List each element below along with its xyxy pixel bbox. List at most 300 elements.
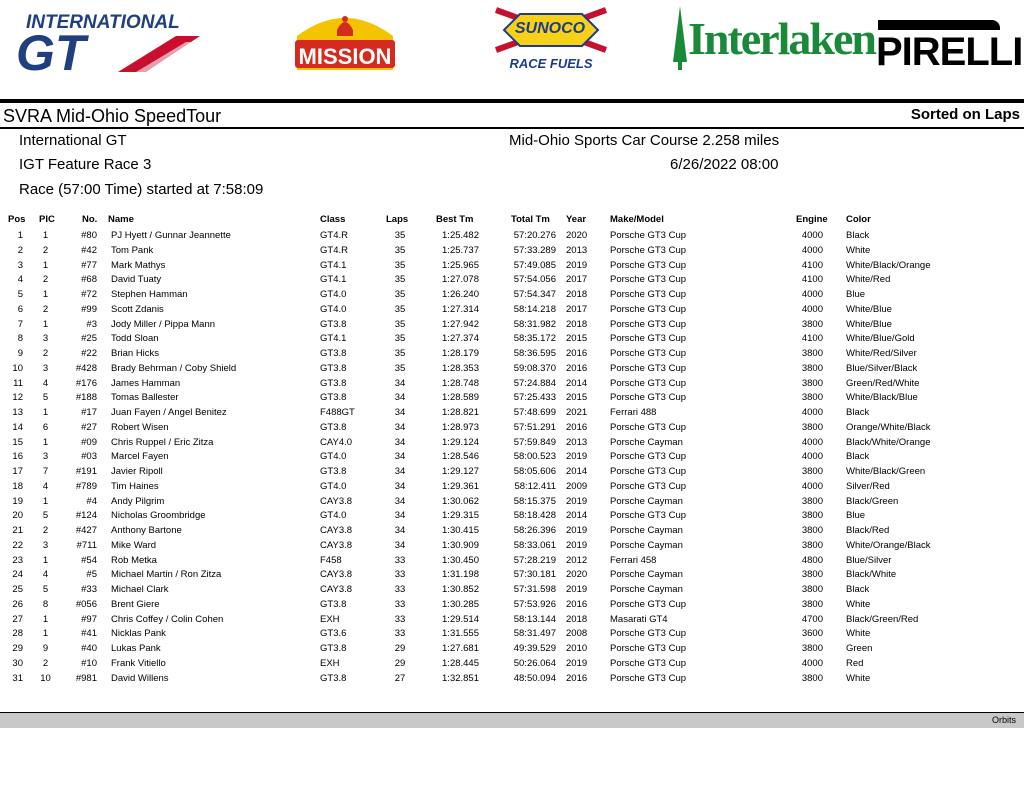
row-driver-name: Rob Metka xyxy=(111,554,157,566)
row-class: F458 xyxy=(320,554,342,566)
row-total-time: 57:25.433 xyxy=(513,392,556,404)
table-row xyxy=(0,583,1024,598)
row-position-in-class: 5 xyxy=(42,510,49,522)
row-engine: 3800 xyxy=(801,318,823,330)
row-class: GT4.1 xyxy=(320,259,347,271)
column-header-total-time: Total Tm xyxy=(511,214,550,225)
table-row xyxy=(0,318,1024,333)
row-position: 7 xyxy=(17,318,23,330)
table-row xyxy=(0,288,1024,303)
row-make-model: Porsche GT3 Cup xyxy=(610,598,687,610)
row-position-in-class: 2 xyxy=(42,274,49,286)
table-row xyxy=(0,259,1024,274)
row-engine: 4000 xyxy=(801,244,823,256)
row-engine: 4000 xyxy=(801,436,823,448)
row-position: 8 xyxy=(17,333,23,345)
column-header-year: Year xyxy=(566,214,587,225)
row-laps: 33 xyxy=(394,584,406,595)
row-total-time: 57:53.926 xyxy=(513,598,556,610)
row-position-in-class: 9 xyxy=(42,643,49,654)
row-engine: 4700 xyxy=(801,613,823,625)
row-driver-name: Michael Martin / Ron Zitza xyxy=(111,569,222,581)
table-row xyxy=(0,406,1024,421)
row-total-time: 57:51.291 xyxy=(513,421,556,433)
row-best-time: 1:30.909 xyxy=(442,539,479,551)
row-year: 2013 xyxy=(566,244,588,256)
row-car-number: #03 xyxy=(81,451,97,463)
row-total-time: 58:14.218 xyxy=(513,303,556,315)
row-driver-name: PJ Hyett / Gunnar Jeannette xyxy=(111,230,231,241)
row-position: 11 xyxy=(13,377,23,389)
row-make-model: Porsche GT3 Cup xyxy=(610,303,687,315)
row-make-model: Porsche GT3 Cup xyxy=(610,643,687,654)
row-year: 2017 xyxy=(566,303,588,315)
row-engine: 4000 xyxy=(801,289,823,300)
table-row xyxy=(0,613,1024,628)
row-laps: 33 xyxy=(394,613,406,625)
row-driver-name: Nicholas Groombridge xyxy=(111,510,206,522)
results-column-headers xyxy=(0,214,1024,228)
row-class: GT4.R xyxy=(320,244,348,256)
row-laps: 35 xyxy=(394,230,406,241)
row-position: 6 xyxy=(17,303,23,315)
row-position: 26 xyxy=(12,598,23,610)
row-driver-name: Chris Coffey / Colin Cohen xyxy=(111,613,224,625)
row-position: 9 xyxy=(17,348,23,359)
table-row xyxy=(0,229,1024,244)
row-total-time: 57:54.347 xyxy=(513,289,556,300)
row-driver-name: David Tuaty xyxy=(111,274,162,286)
row-make-model: Porsche GT3 Cup xyxy=(610,480,687,492)
row-car-number: #77 xyxy=(81,259,97,271)
table-row xyxy=(0,568,1024,583)
table-row xyxy=(0,377,1024,392)
row-driver-name: Anthony Bartone xyxy=(111,525,182,536)
row-position-in-class: 3 xyxy=(42,362,49,374)
column-header-engine: Engine xyxy=(796,214,828,225)
row-color: Black/Green xyxy=(846,495,899,507)
row-engine: 3800 xyxy=(801,392,823,404)
row-engine: 3800 xyxy=(801,525,823,536)
row-best-time: 1:28.821 xyxy=(442,407,479,418)
pirelli-logo-text: PIRELLI xyxy=(876,30,1023,74)
row-year: 2020 xyxy=(566,230,588,241)
row-car-number: #27 xyxy=(81,421,97,433)
row-engine: 3800 xyxy=(801,348,823,359)
row-engine: 3800 xyxy=(801,362,823,374)
row-color: Black xyxy=(846,584,870,595)
table-row xyxy=(0,672,1024,687)
table-row xyxy=(0,657,1024,672)
row-engine: 4000 xyxy=(801,480,823,492)
row-class: CAY4.0 xyxy=(320,436,353,448)
row-position: 20 xyxy=(12,510,23,522)
sunoco-logo-text: SUNOCO xyxy=(514,20,586,37)
row-total-time: 58:26.396 xyxy=(513,525,556,536)
row-driver-name: Michael Clark xyxy=(111,584,169,595)
row-position: 17 xyxy=(12,466,23,477)
table-row xyxy=(0,495,1024,510)
row-car-number: #427 xyxy=(75,525,97,536)
row-position-in-class: 2 xyxy=(42,303,49,315)
row-driver-name: Brian Hicks xyxy=(111,348,160,359)
row-best-time: 1:28.546 xyxy=(442,451,479,463)
row-color: Black/Green/Red xyxy=(846,613,919,625)
pirelli-logo-bar xyxy=(878,20,1000,30)
orbits-footer-label: Orbits xyxy=(991,715,1016,725)
race-start-info: Race (57:00 Time) started at 7:58:09 xyxy=(19,181,264,198)
row-make-model: Porsche GT3 Cup xyxy=(610,657,687,669)
row-driver-name: Robert Wisen xyxy=(111,421,169,433)
row-car-number: #4 xyxy=(86,495,97,507)
row-position: 10 xyxy=(12,362,23,374)
row-position: 27 xyxy=(12,613,23,625)
row-total-time: 49:39.529 xyxy=(513,643,556,654)
table-row xyxy=(0,598,1024,613)
row-best-time: 1:30.415 xyxy=(442,525,479,536)
row-position-in-class: 3 xyxy=(42,451,49,463)
row-position-in-class: 4 xyxy=(42,569,49,581)
row-class: CAY3.8 xyxy=(320,525,353,536)
table-row xyxy=(0,332,1024,347)
row-car-number: #25 xyxy=(81,333,97,345)
row-make-model: Porsche GT3 Cup xyxy=(610,318,687,330)
row-total-time: 57:48.699 xyxy=(513,407,556,418)
row-laps: 29 xyxy=(394,643,406,654)
table-row xyxy=(0,627,1024,642)
row-total-time: 48:50.094 xyxy=(513,672,556,684)
row-total-time: 57:49.085 xyxy=(513,259,556,271)
row-laps: 27 xyxy=(394,672,406,684)
row-engine: 3800 xyxy=(801,421,823,433)
row-best-time: 1:30.852 xyxy=(442,584,479,595)
table-row xyxy=(0,554,1024,569)
row-color: White/Blue xyxy=(846,318,892,330)
row-laps: 34 xyxy=(394,539,406,551)
row-engine: 3800 xyxy=(801,495,823,507)
row-position-in-class: 2 xyxy=(42,348,49,359)
row-driver-name: David Willens xyxy=(111,672,169,684)
table-row xyxy=(0,642,1024,657)
row-best-time: 1:25.737 xyxy=(442,244,479,256)
row-color: White/Red/Silver xyxy=(846,348,917,359)
row-class: CAY3.8 xyxy=(320,495,353,507)
row-color: Blue xyxy=(846,510,866,522)
row-year: 2018 xyxy=(566,318,588,330)
row-laps: 34 xyxy=(394,451,406,463)
row-total-time: 58:12.411 xyxy=(514,480,556,492)
row-laps: 33 xyxy=(394,569,406,581)
column-header-name: Name xyxy=(108,214,134,225)
row-year: 2018 xyxy=(566,613,588,625)
row-engine: 4000 xyxy=(801,451,823,463)
row-laps: 33 xyxy=(394,554,406,566)
row-make-model: Porsche Cayman xyxy=(610,525,683,536)
row-year: 2017 xyxy=(566,274,588,286)
row-driver-name: Lukas Pank xyxy=(111,643,161,654)
row-total-time: 59:08.370 xyxy=(513,362,556,374)
row-position: 21 xyxy=(12,525,23,536)
race-date-time: 6/26/2022 08:00 xyxy=(670,156,779,173)
row-best-time: 1:30.285 xyxy=(442,598,479,610)
row-year: 2016 xyxy=(566,362,588,374)
row-best-time: 1:28.445 xyxy=(442,657,479,669)
row-year: 2010 xyxy=(566,643,588,654)
row-color: White/Blue xyxy=(846,303,892,315)
row-laps: 35 xyxy=(394,244,406,256)
row-color: White xyxy=(846,244,871,256)
row-laps: 35 xyxy=(394,333,406,345)
row-engine: 3800 xyxy=(801,643,823,654)
row-year: 2016 xyxy=(566,598,588,610)
row-make-model: Porsche Cayman xyxy=(610,584,683,595)
row-year: 2019 xyxy=(566,657,588,669)
row-color: White xyxy=(846,628,871,640)
row-make-model: Porsche GT3 Cup xyxy=(610,289,687,300)
row-position: 29 xyxy=(12,643,23,654)
row-year: 2016 xyxy=(566,421,588,433)
row-driver-name: Marcel Fayen xyxy=(111,451,169,463)
row-laps: 34 xyxy=(394,510,406,522)
row-car-number: #056 xyxy=(75,598,97,610)
row-best-time: 1:30.062 xyxy=(442,495,479,507)
row-make-model: Ferrari 458 xyxy=(610,554,657,566)
row-class: GT3.8 xyxy=(320,377,347,389)
row-color: Blue/Silver xyxy=(846,554,892,566)
row-car-number: #33 xyxy=(81,584,97,595)
row-best-time: 1:27.078 xyxy=(442,274,479,286)
row-laps: 34 xyxy=(394,525,406,536)
row-make-model: Porsche GT3 Cup xyxy=(610,362,687,374)
row-color: Black xyxy=(846,451,870,463)
row-best-time: 1:26.240 xyxy=(442,289,479,300)
international-gt-logo xyxy=(16,12,196,81)
row-best-time: 1:29.315 xyxy=(442,510,479,522)
row-engine: 3800 xyxy=(801,598,823,610)
row-year: 2021 xyxy=(566,407,588,418)
row-driver-name: Stephen Hamman xyxy=(111,289,188,300)
row-class: CAY3.8 xyxy=(320,539,353,551)
row-position-in-class: 2 xyxy=(42,244,49,256)
row-laps: 35 xyxy=(394,303,406,315)
row-position: 23 xyxy=(12,554,23,566)
row-best-time: 1:27.942 xyxy=(442,318,479,330)
row-class: GT3.8 xyxy=(320,421,347,433)
row-year: 2015 xyxy=(566,333,588,345)
row-engine: 4000 xyxy=(801,657,823,669)
row-car-number: #3 xyxy=(86,318,97,330)
row-position: 18 xyxy=(12,480,23,492)
row-class: EXH xyxy=(320,613,340,625)
table-row xyxy=(0,524,1024,539)
row-best-time: 1:29.124 xyxy=(442,436,479,448)
row-car-number: #124 xyxy=(75,510,97,522)
series-name: International GT xyxy=(19,132,127,149)
row-position: 24 xyxy=(12,569,23,581)
row-total-time: 58:31.497 xyxy=(513,628,556,640)
row-engine: 4100 xyxy=(801,259,823,271)
row-year: 2012 xyxy=(566,554,588,566)
row-engine: 4000 xyxy=(801,303,823,315)
row-position: 19 xyxy=(12,495,23,507)
row-class: EXH xyxy=(320,657,340,669)
row-position: 13 xyxy=(12,407,23,418)
row-best-time: 1:27.374 xyxy=(442,333,479,345)
row-laps: 35 xyxy=(394,318,406,330)
row-driver-name: Brent Giere xyxy=(111,598,160,610)
row-position: 14 xyxy=(12,421,23,433)
column-header-no: No. xyxy=(82,214,98,225)
row-driver-name: Mike Ward xyxy=(111,539,157,551)
row-make-model: Porsche GT3 Cup xyxy=(610,377,687,389)
igt-swoosh-icon xyxy=(116,32,201,74)
row-car-number: #711 xyxy=(76,539,97,551)
row-engine: 3600 xyxy=(801,628,823,640)
row-total-time: 57:24.884 xyxy=(513,377,556,389)
row-class: F488GT xyxy=(320,407,355,418)
row-color: Green/Red/White xyxy=(846,377,920,389)
row-class: GT4.0 xyxy=(320,451,347,463)
column-header-color: Color xyxy=(846,214,871,225)
mission-logo xyxy=(289,6,401,72)
row-car-number: #40 xyxy=(81,643,97,654)
row-car-number: #176 xyxy=(75,377,97,389)
row-laps: 35 xyxy=(394,259,406,271)
row-engine: 4100 xyxy=(801,333,823,345)
row-position: 16 xyxy=(12,451,23,463)
row-car-number: #54 xyxy=(81,554,97,566)
row-laps: 34 xyxy=(394,407,406,418)
row-position: 3 xyxy=(17,259,23,271)
interlaken-logo-text: Interlaken xyxy=(688,13,875,64)
row-make-model: Porsche GT3 Cup xyxy=(610,628,687,640)
row-position-in-class: 2 xyxy=(42,525,49,536)
row-year: 2016 xyxy=(566,348,588,359)
session-name: IGT Feature Race 3 xyxy=(19,156,152,173)
row-color: Orange/White/Black xyxy=(846,421,931,433)
row-class: GT3.6 xyxy=(320,628,347,640)
row-class: GT3.8 xyxy=(320,466,347,477)
table-row xyxy=(0,303,1024,318)
row-make-model: Masarati GT4 xyxy=(610,613,668,625)
row-laps: 35 xyxy=(394,362,406,374)
row-car-number: #188 xyxy=(75,392,97,404)
row-position-in-class: 3 xyxy=(42,539,49,551)
column-header-laps: Laps xyxy=(386,214,409,225)
row-driver-name: James Hamman xyxy=(111,377,181,389)
row-class: GT4.1 xyxy=(320,274,347,286)
row-driver-name: Jody Miller / Pippa Mann xyxy=(111,318,216,330)
row-driver-name: Tomas Ballester xyxy=(111,392,179,404)
row-car-number: #5 xyxy=(86,569,97,581)
row-engine: 3800 xyxy=(801,584,823,595)
row-class: GT4.R xyxy=(320,230,348,241)
row-driver-name: Todd Sloan xyxy=(111,333,159,345)
row-position-in-class: 1 xyxy=(42,495,49,507)
row-best-time: 1:31.555 xyxy=(442,628,479,640)
row-color: Blue/Silver/Black xyxy=(846,362,918,374)
row-position-in-class: 8 xyxy=(42,598,49,610)
row-laps: 33 xyxy=(394,598,406,610)
row-car-number: #09 xyxy=(81,436,97,448)
row-car-number: #22 xyxy=(81,348,97,359)
row-best-time: 1:30.450 xyxy=(442,554,479,566)
row-color: Black/White/Orange xyxy=(846,436,931,448)
row-make-model: Porsche GT3 Cup xyxy=(610,421,687,433)
row-year: 2019 xyxy=(566,584,588,595)
row-position-in-class: 1 xyxy=(42,554,49,566)
column-header-pos: Pos xyxy=(8,214,26,225)
row-engine: 3800 xyxy=(801,377,823,389)
row-make-model: Porsche Cayman xyxy=(610,495,683,507)
pirelli-logo xyxy=(876,12,1023,74)
row-laps: 35 xyxy=(394,289,406,300)
column-header-make-model: Make/Model xyxy=(610,214,664,225)
row-position-in-class: 6 xyxy=(42,421,49,433)
row-position-in-class: 1 xyxy=(42,407,49,418)
row-driver-name: Chris Ruppel / Eric Zitza xyxy=(111,436,214,448)
row-laps: 34 xyxy=(394,421,406,433)
row-position-in-class: 7 xyxy=(42,466,49,477)
row-driver-name: Tom Pank xyxy=(111,244,154,256)
row-class: GT4.1 xyxy=(320,333,347,345)
row-year: 2019 xyxy=(566,539,588,551)
row-make-model: Porsche Cayman xyxy=(610,569,683,581)
table-row xyxy=(0,244,1024,259)
row-position: 28 xyxy=(12,628,23,640)
row-best-time: 1:28.589 xyxy=(442,392,479,404)
table-row xyxy=(0,436,1024,451)
row-make-model: Porsche GT3 Cup xyxy=(610,244,687,256)
row-make-model: Porsche Cayman xyxy=(610,436,683,448)
row-year: 2018 xyxy=(566,289,588,300)
row-position-in-class: 2 xyxy=(42,657,49,669)
row-position: 30 xyxy=(12,657,23,669)
row-color: Black/Red xyxy=(846,525,890,536)
row-driver-name: Frank Vitiello xyxy=(111,657,166,669)
row-total-time: 58:13.144 xyxy=(513,613,556,625)
row-position-in-class: 1 xyxy=(42,628,49,640)
column-header-class: Class xyxy=(320,214,346,225)
row-year: 2008 xyxy=(566,628,588,640)
row-position: 31 xyxy=(12,672,23,684)
row-position-in-class: 1 xyxy=(42,613,49,625)
row-year: 2016 xyxy=(566,672,588,684)
row-laps: 35 xyxy=(394,274,406,286)
igt-logo-word: INTERNATIONAL xyxy=(26,12,180,33)
sunoco-logo-subtext: RACE FUELS xyxy=(509,56,593,71)
igt-logo-mark: GT xyxy=(16,25,86,81)
row-make-model: Porsche GT3 Cup xyxy=(610,230,687,241)
row-make-model: Porsche GT3 Cup xyxy=(610,451,687,463)
row-car-number: #428 xyxy=(75,362,97,374)
row-class: GT3.8 xyxy=(320,672,347,684)
row-best-time: 1:28.179 xyxy=(442,348,479,359)
row-year: 2015 xyxy=(566,392,588,404)
row-position-in-class: 1 xyxy=(42,436,49,448)
results-table-body xyxy=(0,229,1024,686)
row-car-number: #17 xyxy=(81,407,97,418)
row-total-time: 58:31.982 xyxy=(513,318,556,330)
row-best-time: 1:29.127 xyxy=(442,466,479,477)
row-best-time: 1:28.353 xyxy=(442,362,479,374)
row-color: Green xyxy=(846,643,873,654)
row-engine: 3800 xyxy=(801,672,823,684)
row-color: Black/White xyxy=(846,569,897,581)
row-best-time: 1:32.851 xyxy=(442,672,479,684)
row-make-model: Porsche GT3 Cup xyxy=(610,392,687,404)
row-year: 2014 xyxy=(566,466,588,477)
